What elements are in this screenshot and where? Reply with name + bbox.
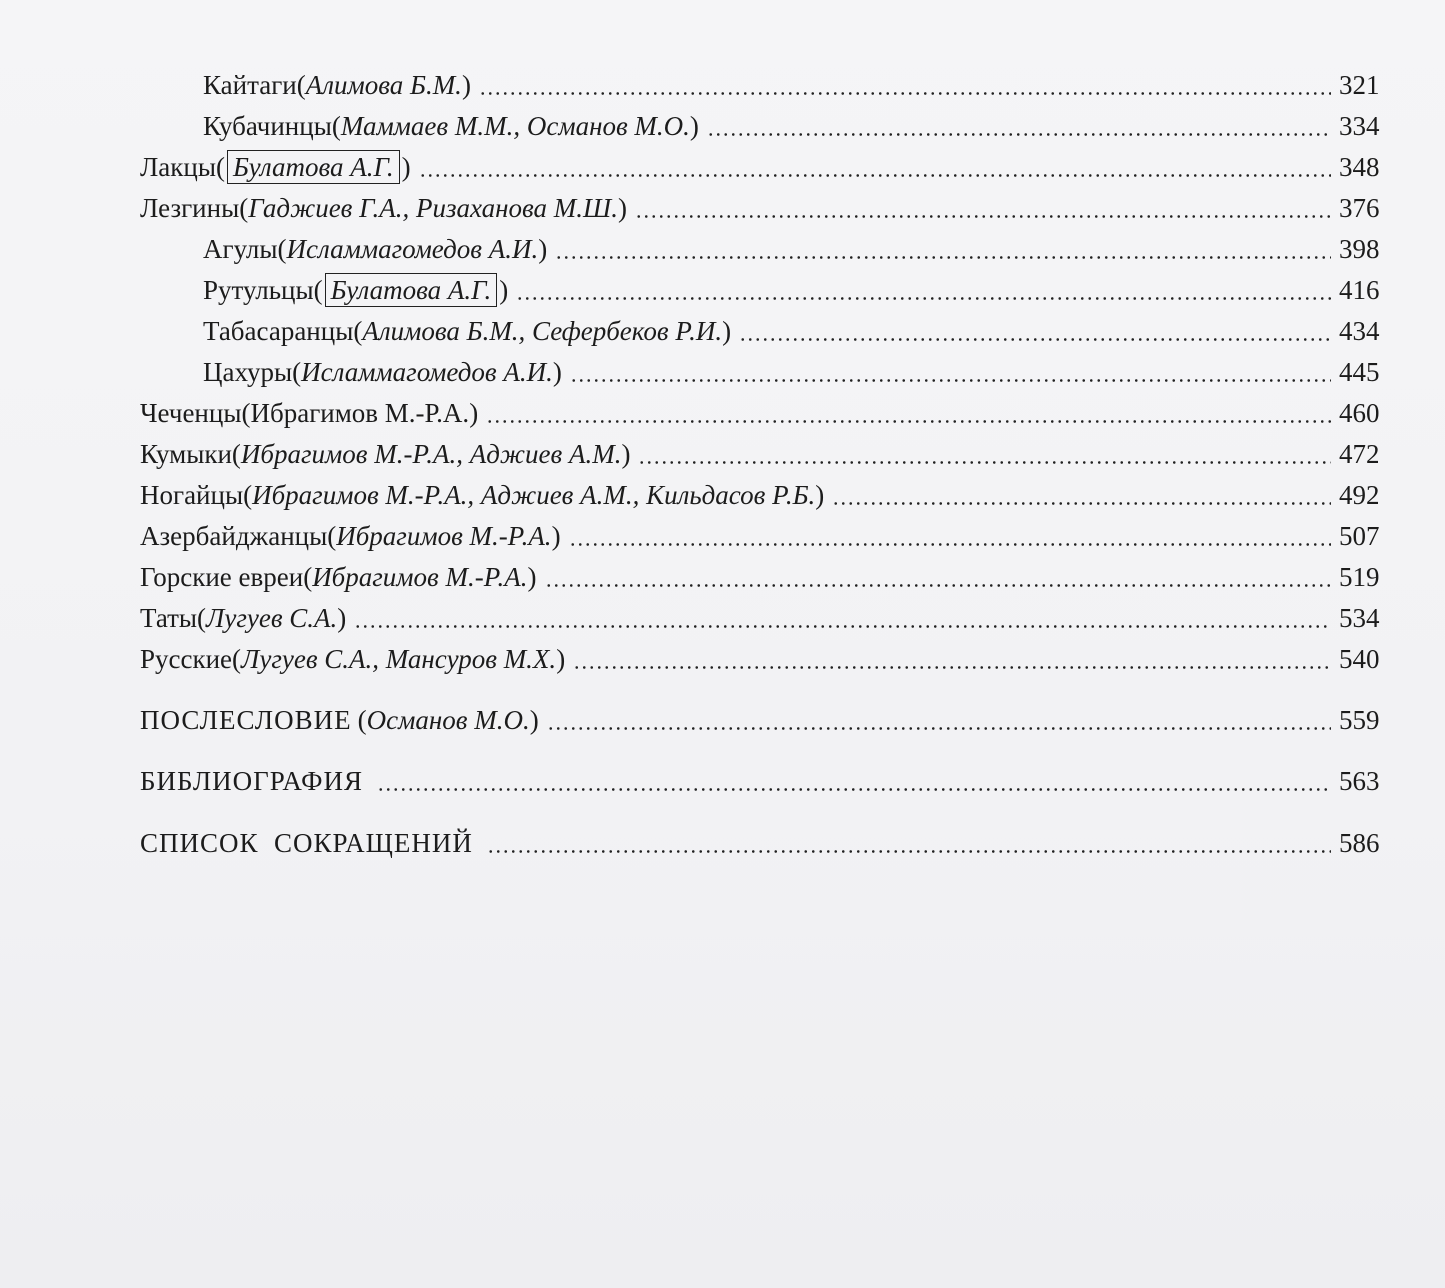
open-paren: ( bbox=[313, 275, 323, 305]
toc-entry-lead bbox=[140, 437, 630, 471]
toc-entry-lead bbox=[140, 826, 473, 860]
toc-entry-lead bbox=[203, 232, 547, 266]
close-paren: ) bbox=[538, 234, 548, 264]
dot-leader bbox=[635, 215, 1331, 218]
dot-leader bbox=[545, 584, 1331, 587]
toc-entry-lead bbox=[203, 314, 731, 348]
open-paren: ( bbox=[241, 398, 251, 428]
toc-entry-title: Чеченцы bbox=[140, 398, 242, 428]
toc-entry-lead bbox=[140, 150, 411, 184]
toc-entry-lead bbox=[203, 68, 471, 102]
close-paren: ) bbox=[689, 111, 699, 141]
toc-entry-rutultsy[interactable] bbox=[0, 267, 1445, 307]
dot-leader bbox=[419, 174, 1331, 177]
open-paren: ( bbox=[239, 193, 249, 223]
dot-leader bbox=[377, 788, 1331, 791]
dot-leader bbox=[486, 420, 1331, 423]
toc-entry-lead bbox=[140, 560, 537, 594]
toc-entry-page: 321 bbox=[1339, 70, 1380, 100]
close-paren: ) bbox=[461, 70, 471, 100]
close-paren: ) bbox=[551, 521, 561, 551]
close-paren: ) bbox=[556, 644, 566, 674]
toc-entry-author: Османов М.О. bbox=[366, 705, 530, 735]
open-paren: ( bbox=[303, 562, 313, 592]
toc-entry-page: 586 bbox=[1339, 828, 1380, 858]
toc-entry-author: Ибрагимов М.-Р.А. bbox=[336, 521, 552, 551]
toc-entry-title: Лакцы bbox=[140, 152, 217, 182]
open-paren: ( bbox=[327, 521, 337, 551]
open-paren: ( bbox=[331, 111, 341, 141]
toc-entry-author-boxed: Булатова А.Г. bbox=[227, 150, 400, 184]
toc-entry-page: 534 bbox=[1339, 603, 1380, 633]
dot-leader bbox=[547, 727, 1331, 730]
toc-entry-page: 460 bbox=[1339, 398, 1380, 428]
dot-leader bbox=[354, 625, 1331, 628]
open-paren: ( bbox=[231, 439, 241, 469]
dot-leader bbox=[570, 379, 1331, 382]
close-paren: ) bbox=[621, 439, 631, 469]
toc-entry-author: Ибрагимов М.-Р.А., Аджиев А.М., Кильдасов Р.Б. bbox=[252, 480, 816, 510]
close-paren: ) bbox=[722, 316, 732, 346]
toc-entry-title: Азербайджанцы bbox=[140, 521, 328, 551]
close-paren: ) bbox=[499, 275, 509, 305]
toc-entry-chechentsy[interactable] bbox=[0, 390, 1445, 430]
close-paren: ) bbox=[552, 357, 562, 387]
toc-entry-page: 434 bbox=[1339, 316, 1380, 346]
toc-entry-title: Таты bbox=[140, 603, 198, 633]
toc-entry-author: Исламмагомедов А.И. bbox=[301, 357, 553, 387]
dot-leader bbox=[555, 256, 1331, 259]
close-paren: ) bbox=[527, 562, 537, 592]
toc-entry-title: Горские евреи bbox=[140, 562, 304, 592]
toc-entry-author: Ибрагимов М.-Р.А. bbox=[250, 398, 470, 428]
toc-entry-azerbaijantsy[interactable] bbox=[0, 513, 1445, 553]
toc-entry-author: Лугуев С.А. bbox=[206, 603, 338, 633]
open-paren: ( bbox=[216, 152, 226, 182]
open-paren: ( bbox=[353, 316, 363, 346]
toc-entry-russkie[interactable] bbox=[0, 636, 1445, 676]
toc-entry-title: Табасаранцы bbox=[203, 316, 354, 346]
dot-leader bbox=[573, 666, 1331, 669]
toc-entry-author: Алимова Б.М. bbox=[305, 70, 462, 100]
toc-entry-nogaitsy[interactable] bbox=[0, 472, 1445, 512]
open-paren: ( bbox=[232, 644, 242, 674]
close-paren: ) bbox=[469, 398, 479, 428]
toc-entry-page: 398 bbox=[1339, 234, 1380, 264]
toc-entry-tsakhury[interactable] bbox=[0, 349, 1445, 389]
dot-leader bbox=[479, 92, 1331, 95]
toc-entry-page: 540 bbox=[1339, 644, 1380, 674]
toc-entry-title: Русские bbox=[140, 644, 233, 674]
toc-entry-author: Исламмагомедов А.И. bbox=[286, 234, 539, 264]
toc-entry-page: 563 bbox=[1339, 766, 1380, 796]
open-paren: ( bbox=[292, 357, 302, 387]
toc-entry-taty[interactable] bbox=[0, 595, 1445, 635]
close-paren: ) bbox=[337, 603, 347, 633]
dot-leader bbox=[569, 543, 1331, 546]
close-paren: ) bbox=[815, 480, 825, 510]
toc-entry-author-boxed: Булатова А.Г. bbox=[325, 273, 498, 307]
toc-entry-lead bbox=[140, 601, 346, 635]
toc-entry-title: СПИСОК СОКРАЩЕНИЙ bbox=[140, 828, 473, 858]
toc-entry-page: 376 bbox=[1339, 193, 1380, 223]
open-paren: ( bbox=[197, 603, 207, 633]
toc-entry-page: 559 bbox=[1339, 705, 1380, 735]
toc-entry-author: Ибрагимов М.-Р.А. bbox=[312, 562, 528, 592]
toc-entry-title: Кумыки bbox=[140, 439, 232, 469]
toc-entry-author: Алимова Б.М., Сефербеков Р.И. bbox=[362, 316, 723, 346]
toc-entry-lead bbox=[140, 478, 824, 512]
toc-entry-kumyki[interactable] bbox=[0, 431, 1445, 471]
toc-entry-afterword[interactable] bbox=[0, 697, 1445, 737]
toc-entry-gorskie-evrei[interactable] bbox=[0, 554, 1445, 594]
toc-entry-title: БИБЛИОГРАФИЯ bbox=[140, 766, 363, 796]
dot-leader bbox=[739, 338, 1331, 341]
toc-entry-lead bbox=[140, 642, 565, 676]
open-paren: ( bbox=[243, 480, 253, 510]
toc-entry-lead bbox=[203, 355, 562, 389]
dot-leader bbox=[516, 297, 1331, 300]
close-paren: ) bbox=[529, 705, 539, 735]
toc-entry-author: Гаджиев Г.А., Ризаханова М.Ш. bbox=[248, 193, 618, 223]
toc-entry-kubachintsy[interactable] bbox=[0, 103, 1445, 143]
toc-entry-page: 445 bbox=[1339, 357, 1380, 387]
toc-entry-bibliography[interactable] bbox=[0, 758, 1445, 798]
toc-entry-lead bbox=[203, 109, 699, 143]
toc-entry-aguly[interactable] bbox=[0, 226, 1445, 266]
toc-entry-lead bbox=[140, 191, 627, 225]
toc-entry-page: 507 bbox=[1339, 521, 1380, 551]
toc-entry-title: Агулы bbox=[203, 234, 278, 264]
toc-entry-title: Цахуры bbox=[203, 357, 293, 387]
toc-entry-lead bbox=[203, 273, 508, 307]
toc-entry-title: Ногайцы bbox=[140, 480, 244, 510]
toc-entry-lead bbox=[140, 519, 561, 553]
toc-entry-title: ПОСЛЕСЛОВИЕ bbox=[140, 705, 352, 735]
toc-entry-lead bbox=[140, 764, 363, 798]
toc-entry-author: Маммаев М.М., Османов М.О. bbox=[340, 111, 690, 141]
toc-entry-lead bbox=[140, 703, 539, 737]
toc-entry-title: Кубачинцы bbox=[203, 111, 332, 141]
toc-entry-title: Кайтаги bbox=[203, 70, 297, 100]
toc-entry-page: 492 bbox=[1339, 480, 1380, 510]
open-paren: ( bbox=[277, 234, 287, 264]
toc-entry-title: Рутульцы bbox=[203, 275, 314, 305]
toc-entry-abbreviations[interactable] bbox=[0, 820, 1445, 860]
toc-entry-page: 334 bbox=[1339, 111, 1380, 141]
toc-entry-lead bbox=[140, 396, 478, 430]
close-paren: ) bbox=[401, 152, 411, 182]
toc-entry-page: 519 bbox=[1339, 562, 1380, 592]
toc-entry-kaitagi[interactable] bbox=[0, 62, 1445, 102]
toc-entry-title: Лезгины bbox=[140, 193, 240, 223]
toc-entry-laktsy[interactable] bbox=[0, 144, 1445, 184]
dot-leader bbox=[707, 133, 1331, 136]
open-paren: ( bbox=[357, 705, 367, 735]
close-paren: ) bbox=[617, 193, 627, 223]
toc-entry-page: 472 bbox=[1339, 439, 1380, 469]
dot-leader bbox=[487, 850, 1331, 853]
toc-entry-page: 416 bbox=[1339, 275, 1380, 305]
dot-leader bbox=[832, 502, 1331, 505]
toc-entry-author: Лугуев С.А., Мансуров М.Х. bbox=[241, 644, 557, 674]
toc-entry-page: 348 bbox=[1339, 152, 1380, 182]
toc-entry-lezginy[interactable] bbox=[0, 185, 1445, 225]
open-paren: ( bbox=[296, 70, 306, 100]
toc-entry-tabasarantsy[interactable] bbox=[0, 308, 1445, 348]
toc-entry-author: Ибрагимов М.-Р.А., Аджиев А.М. bbox=[240, 439, 622, 469]
dot-leader bbox=[638, 461, 1331, 464]
